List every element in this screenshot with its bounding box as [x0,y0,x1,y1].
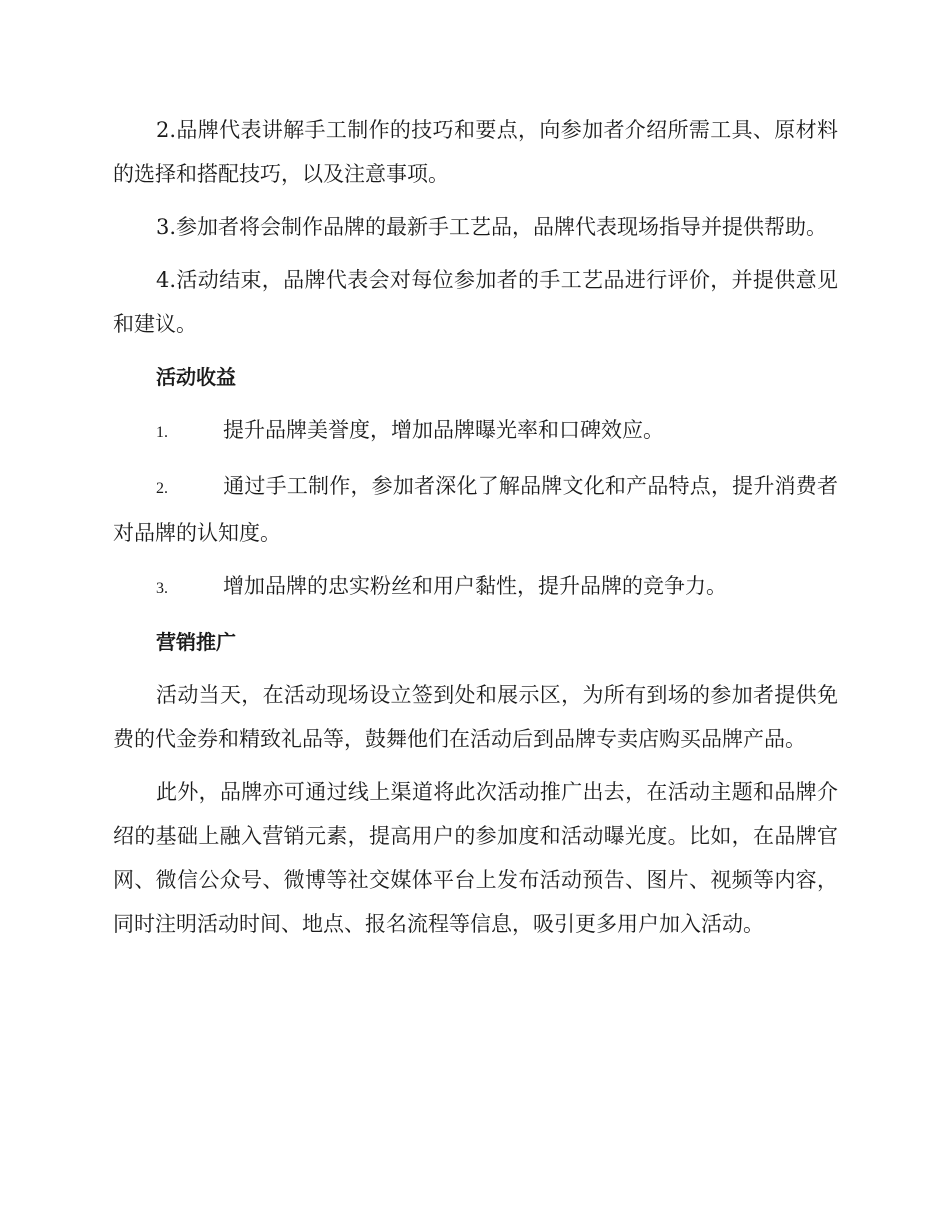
list-number: 3. [156,580,168,597]
list-item-text: 提升品牌美誉度，增加品牌曝光率和口碑效应。 [223,418,664,442]
section-heading-marketing: 营销推广 [156,630,236,654]
paragraph-step-3: 3.参加者将会制作品牌的最新手工艺品，品牌代表现场指导并提供帮助。 [156,215,828,239]
paragraph-marketing-onsite: 活动当天，在活动现场设立签到处和展示区，为所有到场的参加者提供免费的代金券和精致礼品等，鼓舞他们在活动后到品牌专卖店购买品牌产品。 [113,683,838,751]
paragraph-step-2: 2.品牌代表讲解手工制作的技巧和要点，向参加者介绍所需工具、原材料的选择和搭配技巧，以及注意事项。 [113,118,838,186]
document-body [113,108,838,955]
list-item-text: 增加品牌的忠实粉丝和用户黏性，提升品牌的竞争力。 [223,574,727,598]
list-number: 1. [156,424,168,441]
list-item [113,464,838,555]
paragraph-marketing-online: 此外，品牌亦可通过线上渠道将此次活动推广出去，在活动主题和品牌介绍的基础上融入营销元素，提高用户的参加度和活动曝光度。比如，在品牌官网、微信公众号、微博等社交媒体平台上发布活动预告、图片、视频等内容，同时注明活动时间、地点、报名流程等信息，吸引更多用户加入活动。 [113,780,838,936]
list-item [113,408,838,455]
list-item-text: 通过手工制作，参加者深化了解品牌文化和产品特点，提升消费者对品牌的认知度。 [113,474,838,545]
list-number: 2. [156,480,168,497]
list-item [113,564,838,611]
paragraph-step-4: 4.活动结束，品牌代表会对每位参加者的手工艺品进行评价，并提供意见和建议。 [113,268,838,336]
section-heading-benefits: 活动收益 [156,365,236,389]
